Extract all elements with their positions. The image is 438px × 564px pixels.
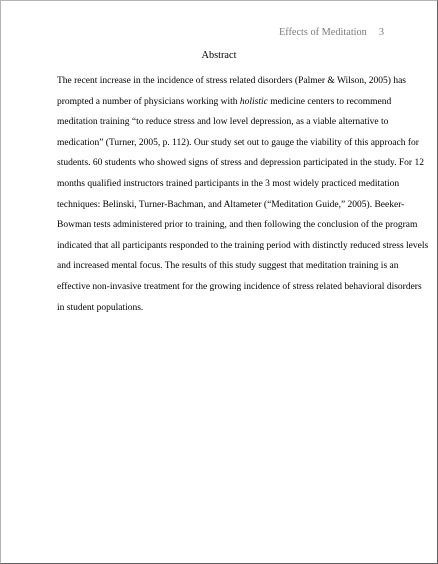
abstract-text: in student populations.: [57, 302, 144, 313]
abstract-text: months qualified instructors trained participants in the 3 most widely practiced meditation: [57, 178, 400, 189]
abstract-text: and increased mental focus. The results of this study suggest that meditation training is an: [57, 261, 399, 272]
abstract-line: [57, 256, 397, 277]
abstract-line: [57, 298, 397, 319]
abstract-text: students. 60 students who showed signs of stress and depression participated in the study. For 12: [57, 158, 424, 169]
abstract-text: prompted a number of physicians working with: [57, 96, 240, 107]
abstract-line: [57, 277, 422, 298]
abstract-line: [57, 215, 418, 236]
abstract-text: techniques: Belinski, Turner-Bachman, and Altameter (“Meditation Guide,” 2005). Beeker-: [57, 199, 405, 210]
running-head: [279, 27, 384, 39]
abstract-text: Bowman tests administered prior to training, and then following the conclusion of the program: [57, 220, 418, 231]
abstract-body: [57, 71, 429, 318]
abstract-line: [57, 195, 405, 216]
abstract-text: The recent increase in the incidence of stress related disorders (Palmer & Wilson, 2005) has: [57, 76, 406, 86]
italic-term: holistic: [239, 96, 268, 107]
abstract-text: indicated that all participants responded to the training period with distinctly reduced stress levels: [57, 240, 429, 251]
abstract-text: medicine centers to recommend: [267, 96, 392, 107]
abstract-text: meditation training “to reduce stress and low level depression, as a viable alternative to: [57, 117, 389, 128]
abstract-line: [57, 133, 419, 154]
abstract-line: [57, 236, 429, 257]
abstract-line: [57, 71, 406, 92]
page-number: 3: [378, 27, 384, 38]
abstract-line: [57, 174, 400, 195]
running-head-title: Effects of Meditation: [278, 27, 367, 38]
abstract-text: medication” (Turner, 2005, p. 112). Our study set out to gauge the viability of this approach for: [57, 137, 419, 148]
abstract-line: [57, 153, 424, 174]
abstract-line: [57, 112, 397, 133]
abstract-heading: Abstract: [201, 50, 237, 61]
abstract-text: effective non-invasive treatment for the growing incidence of stress related behavioral disorders: [57, 281, 422, 292]
abstract-line: [57, 92, 397, 113]
